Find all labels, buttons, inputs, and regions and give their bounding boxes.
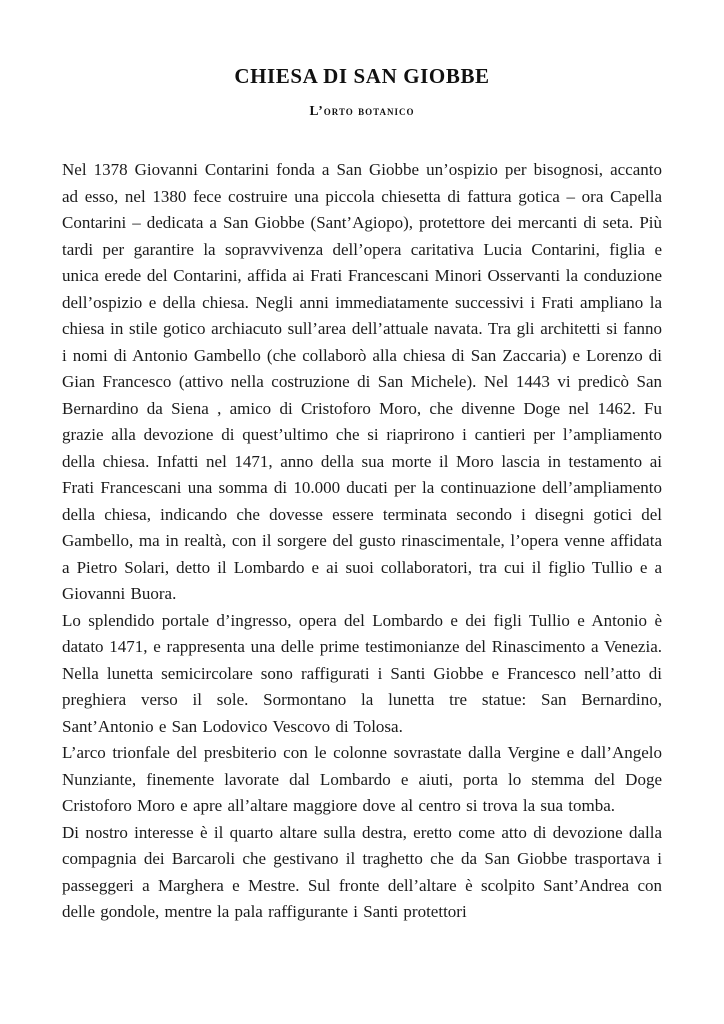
paragraph-portal: Lo splendido portale d’ingresso, opera del Lombardo e dei figli Tullio e Antonio è datato 1471, e rappresenta una delle prime testimonianze del Rinascimento a Venezia. Nella lunetta semicircolare sono raffigurati i Santi Giobbe e Francesco nell’atto di preghiera verso il sole. Sormontano la lunetta tre statue: San Bernardino, Sant’Antonio e San Lodovico Vescovo di Tolosa.	[62, 610, 662, 736]
document-title: CHIESA DI SAN GIOBBE	[234, 64, 490, 88]
paragraph-history: Nel 1378 Giovanni Contarini fonda a San Giobbe un’ospizio per bisognosi, accanto ad esso, nel 1380 fece costruire una piccola chiesetta di fattura gotica – ora Capella Contarini – dedicata a San Giobbe (Sant’Agiopo), protettore dei mercanti di seta. Più tardi per garantire la sopravvivenza dell’opera caritativa Lucia Contarini, figlia e unica erede del Contarini, affida ai Frati Francescani Minori Osservanti la conduzione dell’ospizio e della chiesa. Negli anni immediatamente successivi i Frati ampliano la chiesa in stile gotico archiacuto sull’area dell’attuale navata. Tra gli architetti si fanno i nomi di Antonio Gambello (che collaborò alla chiesa di San Zaccaria) e Lorenzo di Gian Francesco (attivo nella costruzione di San Michele). Nel 1443 vi predicò San Bernardino da Siena , amico di Cristoforo Moro, che divenne Doge nel 1462. Fu grazie alla devozione di quest’ultimo che si riaprirono i cantieri per l’ampliamento della chiesa. Infatti nel 1471, anno della sua morte il Moro lascia in testamento ai Frati Francescani una somma di 10.000 ducati per la continuazione dell’ampliamento della chiesa, indicando che dovesse essere terminata secondo i disegni gotici del Gambello, ma in realtà, con il sorgere del gusto rinascimentale, l’opera venne affidata a Pietro Solari, detto il Lombardo e ai suoi collaboratori, tra cui il figlio Tullio e a Giovanni Buora.	[62, 160, 662, 603]
paragraph-arco-trionfale: L’arco trionfale del presbiterio con le colonne sovrastate dalla Vergine e dall’Angelo Nunziante, finemente lavorate dal Lombardo e aiuti, porta lo stemma del Doge Cristoforo Moro e apre all’altare maggiore dove al centro si trova la sua tomba.	[62, 743, 662, 815]
document-subtitle: L’orto botanico	[309, 103, 415, 118]
paragraph-quarto-altare: Di nostro interesse è il quarto altare sulla destra, eretto come atto di devozione dalla compagnia dei Barcaroli che gestivano il traghetto che da San Giobbe trasportava i passeggeri a Marghera e Mestre. Sul fronte dell’altare è scolpito Sant’Andrea con delle gondole, mentre la pala raffigurante i Santi protettori	[62, 822, 662, 921]
document-body	[62, 157, 662, 926]
